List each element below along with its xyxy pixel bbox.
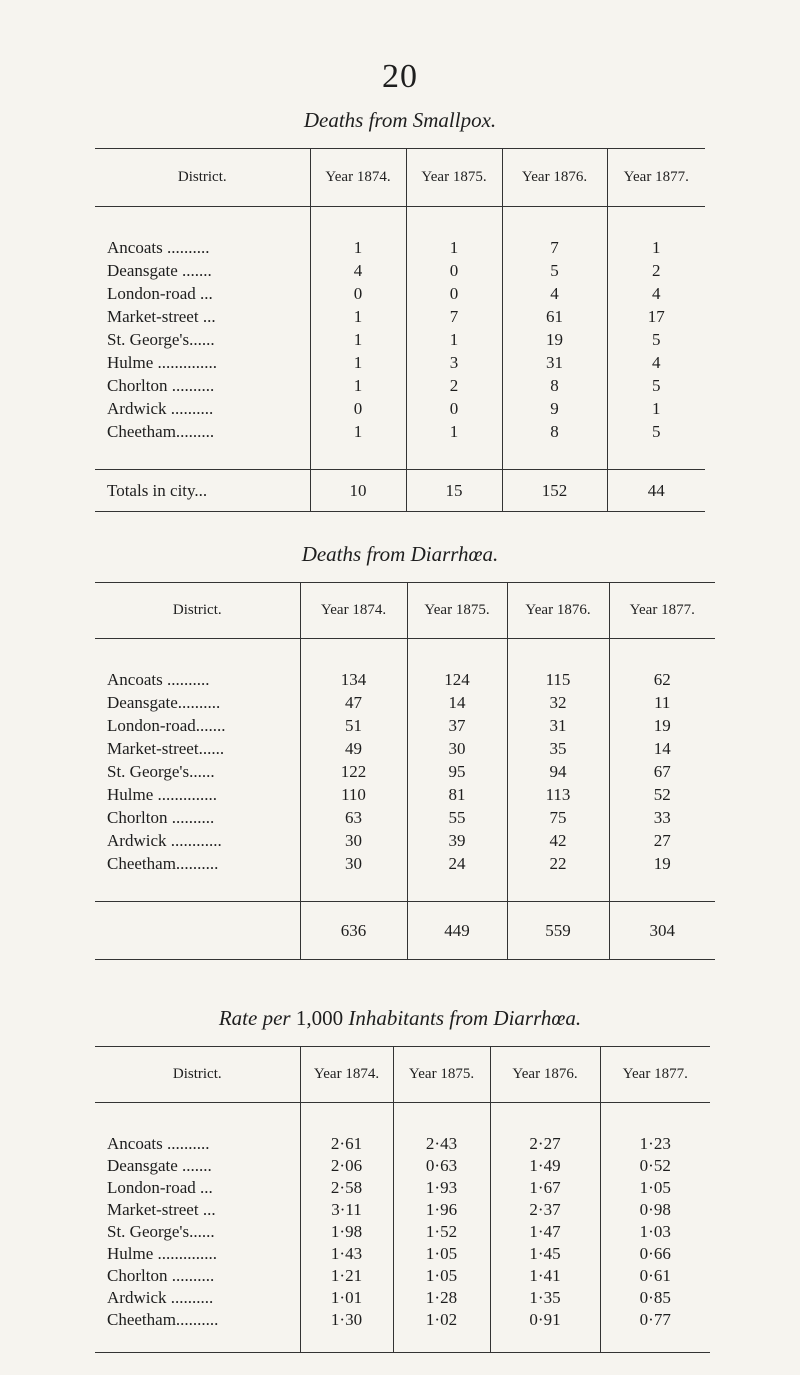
cell-value: 1: [310, 421, 406, 444]
cell-value: 3: [406, 352, 502, 375]
district-name: Ancoats ..........: [107, 1133, 210, 1153]
district-name: Cheetham..........: [107, 1309, 219, 1329]
cell-value: 0·77: [600, 1309, 710, 1331]
cell-value: 37: [407, 715, 507, 738]
district-name: Market-street ...: [107, 307, 216, 326]
cell-value: 1·05: [600, 1177, 710, 1199]
rate-title-suffix: Inhabitants from Diarrhœa.: [348, 1006, 582, 1030]
cell-value: 81: [407, 784, 507, 807]
cell-value: 1·93: [393, 1177, 490, 1199]
table-row: [95, 1155, 710, 1177]
totals-row: [95, 470, 705, 512]
cell-value: 9: [502, 398, 607, 421]
table-row: [95, 669, 715, 692]
cell-value: 134: [300, 669, 407, 692]
cell-value: 0·98: [600, 1199, 710, 1221]
district-name: Deansgate..........: [107, 693, 221, 712]
cell-value: 124: [407, 669, 507, 692]
table-row: [95, 715, 715, 738]
page-number: 20: [382, 58, 418, 95]
cell-value: 27: [609, 830, 715, 853]
cell-value: 11: [609, 692, 715, 715]
smallpox-table-title: Deaths from Smallpox.: [303, 108, 497, 132]
district-name: Market-street......: [107, 739, 225, 758]
column-header-district: District.: [95, 583, 300, 639]
table-row: [95, 1265, 710, 1287]
cell-value: 1·47: [490, 1221, 600, 1243]
district-name: Chorlton ..........: [107, 808, 215, 827]
rate-title-prefix: Rate per: [218, 1006, 291, 1030]
cell-value: 8: [502, 421, 607, 444]
table-row: [95, 306, 705, 329]
column-header-1874: Year 1874.: [300, 583, 407, 639]
cell-value: 8: [502, 375, 607, 398]
cell-value: 32: [507, 692, 609, 715]
cell-value: 47: [300, 692, 407, 715]
cell-value: 113: [507, 784, 609, 807]
cell-value: 2·58: [300, 1177, 393, 1199]
district-name: London-road.......: [107, 716, 226, 735]
table-row: [95, 421, 705, 444]
cell-value: 1·21: [300, 1265, 393, 1287]
table-row: [95, 1287, 710, 1309]
total-value: 304: [609, 902, 715, 960]
cell-value: 14: [609, 738, 715, 761]
table-row: [95, 283, 705, 306]
table-row: [95, 853, 715, 876]
cell-value: 1: [310, 375, 406, 398]
cell-value: 30: [407, 738, 507, 761]
cell-value: 1: [406, 421, 502, 444]
cell-value: 110: [300, 784, 407, 807]
district-name: St. George's......: [107, 762, 215, 781]
district-name: London-road ...: [107, 284, 213, 303]
cell-value: 0: [406, 283, 502, 306]
cell-value: 61: [502, 306, 607, 329]
column-header-1877: Year 1877.: [607, 149, 705, 207]
cell-value: 55: [407, 807, 507, 830]
district-name: Cheetham.........: [107, 422, 215, 441]
cell-value: 1·28: [393, 1287, 490, 1309]
cell-value: 122: [300, 761, 407, 784]
table-row: [95, 761, 715, 784]
table-row: [95, 1243, 710, 1265]
column-header-1874: Year 1874.: [300, 1047, 393, 1103]
table-row: [95, 237, 705, 260]
cell-value: 0·66: [600, 1243, 710, 1265]
cell-value: 2·43: [393, 1133, 490, 1155]
cell-value: 5: [607, 375, 705, 398]
cell-value: 1: [406, 237, 502, 260]
cell-value: 1·35: [490, 1287, 600, 1309]
cell-value: 19: [502, 329, 607, 352]
district-name: Ancoats ..........: [107, 238, 210, 257]
cell-value: 7: [406, 306, 502, 329]
cell-value: 2·06: [300, 1155, 393, 1177]
table-row: [95, 260, 705, 283]
table-row: [95, 1221, 710, 1243]
column-header-1874: Year 1874.: [310, 149, 406, 207]
rate-title-number: 1,000: [295, 1006, 344, 1030]
cell-value: 0·52: [600, 1155, 710, 1177]
cell-value: 39: [407, 830, 507, 853]
total-value: 449: [407, 902, 507, 960]
column-header-1876: Year 1876.: [490, 1047, 600, 1103]
cell-value: 52: [609, 784, 715, 807]
cell-value: 1: [607, 237, 705, 260]
cell-value: 1·43: [300, 1243, 393, 1265]
district-name: Ardwick ..........: [107, 399, 214, 418]
table-row: [95, 692, 715, 715]
district-name: Hulme ..............: [107, 785, 218, 804]
cell-value: 49: [300, 738, 407, 761]
cell-value: 1: [310, 329, 406, 352]
cell-value: 0: [406, 260, 502, 283]
cell-value: 35: [507, 738, 609, 761]
cell-value: 1·23: [600, 1133, 710, 1155]
cell-value: 1·01: [300, 1287, 393, 1309]
table-row: [95, 398, 705, 421]
cell-value: 0: [310, 398, 406, 421]
table-row: [95, 1309, 710, 1331]
total-value: 559: [507, 902, 609, 960]
cell-value: 0: [310, 283, 406, 306]
district-name: St. George's......: [107, 330, 215, 349]
district-name: Deansgate .......: [107, 261, 212, 280]
cell-value: 1·05: [393, 1243, 490, 1265]
table-row: [95, 830, 715, 853]
cell-value: 0: [406, 398, 502, 421]
column-header-1875: Year 1875.: [406, 149, 502, 207]
table-row: [95, 375, 705, 398]
cell-value: 1·67: [490, 1177, 600, 1199]
total-value: 15: [406, 470, 502, 512]
cell-value: 1: [310, 306, 406, 329]
district-name: Hulme ..............: [107, 1243, 218, 1263]
cell-value: 7: [502, 237, 607, 260]
cell-value: 1·45: [490, 1243, 600, 1265]
cell-value: 0·91: [490, 1309, 600, 1331]
table-row: [95, 1177, 710, 1199]
table-row: [95, 329, 705, 352]
cell-value: 5: [607, 329, 705, 352]
cell-value: 1: [406, 329, 502, 352]
cell-value: 4: [607, 283, 705, 306]
cell-value: 1·96: [393, 1199, 490, 1221]
cell-value: 19: [609, 853, 715, 876]
column-header-district: District.: [95, 1047, 300, 1103]
cell-value: 24: [407, 853, 507, 876]
column-header-1875: Year 1875.: [393, 1047, 490, 1103]
district-name: Market-street ...: [107, 1199, 216, 1219]
table-row: [95, 1133, 710, 1155]
column-header-1876: Year 1876.: [507, 583, 609, 639]
cell-value: 5: [502, 260, 607, 283]
cell-value: 67: [609, 761, 715, 784]
cell-value: 1·41: [490, 1265, 600, 1287]
cell-value: 14: [407, 692, 507, 715]
district-name: Chorlton ..........: [107, 376, 215, 395]
district-name: Deansgate .......: [107, 1155, 212, 1175]
column-header-1875: Year 1875.: [407, 583, 507, 639]
cell-value: 0·85: [600, 1287, 710, 1309]
table-row: [95, 807, 715, 830]
diarrhoea-table: [95, 582, 715, 960]
cell-value: 1: [310, 352, 406, 375]
total-value: 44: [607, 470, 705, 512]
rate-table-title: [0, 1006, 800, 1031]
cell-value: 2: [607, 260, 705, 283]
district-name: Chorlton ..........: [107, 1265, 215, 1285]
cell-value: 0·63: [393, 1155, 490, 1177]
cell-value: 33: [609, 807, 715, 830]
rate-table: [95, 1046, 710, 1353]
column-header-1877: Year 1877.: [600, 1047, 710, 1103]
table-row: [95, 784, 715, 807]
cell-value: 4: [310, 260, 406, 283]
table-row: [95, 738, 715, 761]
district-name: Ancoats ..........: [107, 670, 210, 689]
smallpox-table: [95, 148, 705, 512]
cell-value: 0·61: [600, 1265, 710, 1287]
totals-label: [95, 902, 300, 960]
cell-value: 75: [507, 807, 609, 830]
district-name: Ardwick ..........: [107, 1287, 214, 1307]
cell-value: 115: [507, 669, 609, 692]
table-row: [95, 352, 705, 375]
cell-value: 1·03: [600, 1221, 710, 1243]
cell-value: 19: [609, 715, 715, 738]
total-value: 152: [502, 470, 607, 512]
cell-value: 5: [607, 421, 705, 444]
district-name: Ardwick ............: [107, 831, 222, 850]
cell-value: 1·52: [393, 1221, 490, 1243]
cell-value: 1: [310, 237, 406, 260]
cell-value: 42: [507, 830, 609, 853]
column-header-district: District.: [95, 149, 310, 207]
cell-value: 1·05: [393, 1265, 490, 1287]
cell-value: 63: [300, 807, 407, 830]
diarrhoea-table-title: Deaths from Diarrhœa.: [301, 542, 499, 566]
cell-value: 1·02: [393, 1309, 490, 1331]
cell-value: 2: [406, 375, 502, 398]
cell-value: 94: [507, 761, 609, 784]
totals-label: Totals in city...: [95, 470, 310, 512]
cell-value: 30: [300, 830, 407, 853]
total-value: 10: [310, 470, 406, 512]
cell-value: 62: [609, 669, 715, 692]
district-name: Cheetham..........: [107, 854, 219, 873]
cell-value: 2·61: [300, 1133, 393, 1155]
cell-value: 31: [502, 352, 607, 375]
table-row: [95, 1199, 710, 1221]
cell-value: 4: [502, 283, 607, 306]
cell-value: 2·37: [490, 1199, 600, 1221]
totals-row: [95, 902, 715, 960]
cell-value: 51: [300, 715, 407, 738]
cell-value: 2·27: [490, 1133, 600, 1155]
total-value: 636: [300, 902, 407, 960]
cell-value: 1·98: [300, 1221, 393, 1243]
cell-value: 1·30: [300, 1309, 393, 1331]
cell-value: 1·49: [490, 1155, 600, 1177]
cell-value: 95: [407, 761, 507, 784]
cell-value: 17: [607, 306, 705, 329]
cell-value: 22: [507, 853, 609, 876]
district-name: London-road ...: [107, 1177, 213, 1197]
cell-value: 4: [607, 352, 705, 375]
district-name: Hulme ..............: [107, 353, 218, 372]
cell-value: 30: [300, 853, 407, 876]
column-header-1877: Year 1877.: [609, 583, 715, 639]
column-header-1876: Year 1876.: [502, 149, 607, 207]
district-name: St. George's......: [107, 1221, 215, 1241]
cell-value: 1: [607, 398, 705, 421]
cell-value: 31: [507, 715, 609, 738]
cell-value: 3·11: [300, 1199, 393, 1221]
